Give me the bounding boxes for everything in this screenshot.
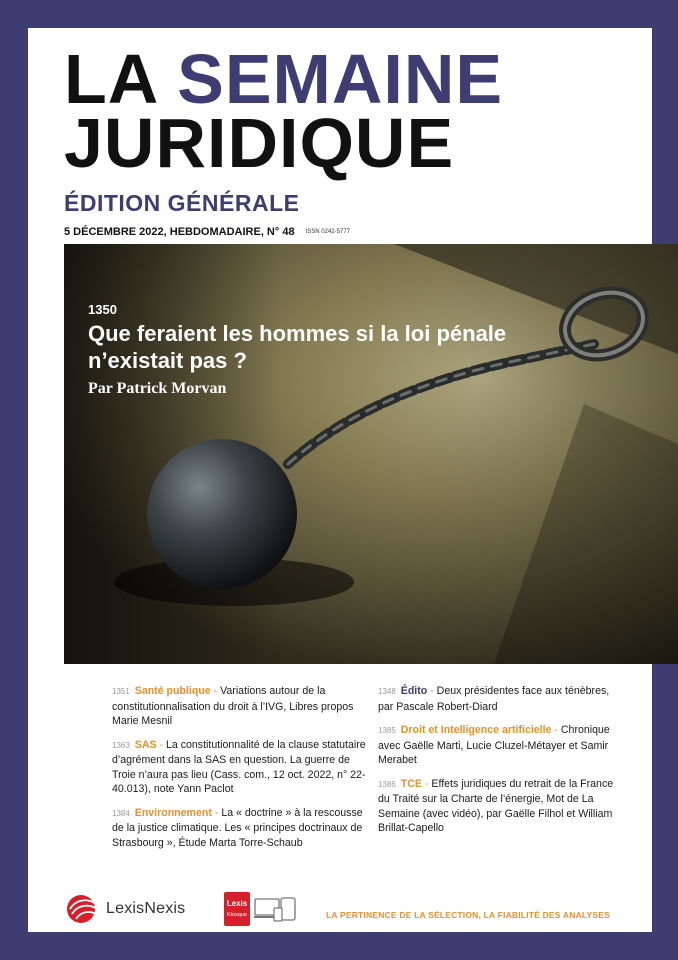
- toc-heading: Édito: [400, 685, 428, 697]
- toc-heading: Santé publique: [134, 685, 211, 697]
- lexisnexis-logo-icon: [66, 894, 100, 924]
- magazine-cover: [28, 28, 652, 932]
- lexisnexis-logo: [66, 894, 185, 924]
- toc-heading: Environnement: [134, 806, 212, 819]
- masthead: [64, 40, 654, 182]
- toc-number: 1384: [112, 808, 130, 818]
- dateline: [64, 226, 350, 238]
- lexis-kiosque-icon: [224, 892, 250, 926]
- toc-dash: -: [214, 806, 222, 819]
- toc-text: La « doctrine » à la rescousse de la justice climatique. Les « principes doctrinaux de Strasbourg », Étude Marta Torre-Schaub: [112, 806, 363, 849]
- toc-item: [112, 684, 374, 729]
- device-icons: [254, 896, 298, 924]
- toc-number: 1385: [378, 726, 396, 735]
- toc-number: 1363: [112, 740, 130, 750]
- toc-item: [112, 806, 374, 851]
- toc-item: [378, 777, 618, 836]
- toc-text: La constitutionnalité de la clause statutaire d’agrément dans la SAS en question. La guerre de Troie n’aura pas lieu (Cass. com., 12 oct. 2022, n° 22-40.013), note Yann Paclot: [112, 738, 366, 795]
- table-of-contents-right: [378, 684, 618, 845]
- toc-heading: SAS: [134, 738, 157, 751]
- toc-dash: -: [424, 777, 432, 790]
- lead-article-number: 1350: [88, 302, 117, 317]
- masthead-semaine: SEMAINE: [177, 40, 504, 118]
- toc-heading: Droit et Intelligence artificielle: [400, 724, 552, 736]
- cover-image: [64, 244, 678, 664]
- toc-text: Variations autour de la constitutionnalisation du droit à l’IVG, Libres propos Marie Mesnil: [112, 685, 354, 727]
- toc-text: Chronique avec Gaëlle Marti, Lucie Cluzel-Métayer et Samir Merabet: [378, 724, 610, 766]
- toc-number: 1386: [378, 779, 396, 789]
- table-of-contents-left: [112, 684, 374, 859]
- toc-dash: -: [159, 738, 166, 751]
- masthead-la: LA: [64, 40, 157, 118]
- toc-dash: -: [213, 685, 221, 697]
- masthead-juridique: JURIDIQUE: [64, 104, 455, 182]
- ball-and-chain-image: [64, 244, 678, 664]
- toc-number: 1351: [112, 687, 130, 696]
- issn: ISSN 0242-5777: [305, 229, 351, 236]
- lead-article-title: Que feraient les hommes si la loi pénale n’existait pas ?: [88, 321, 507, 373]
- brand-name: LexisNexis: [106, 900, 186, 917]
- issue-date: 5 DÉCEMBRE 2022, HEBDOMADAIRE, N° 48: [64, 226, 295, 238]
- toc-dash: -: [430, 685, 437, 697]
- toc-text: Deux présidentes face aux ténèbres, par Pascale Robert-Diard: [378, 685, 610, 713]
- tagline: LA PERTINENCE DE LA SÉLECTION, LA FIABILITÉ DES ANALYSES: [326, 910, 611, 920]
- kiosque-line-1: Lexis: [226, 899, 248, 908]
- toc-number: 1348: [378, 687, 396, 696]
- toc-heading: TCE: [400, 777, 422, 790]
- kiosque-line-2: Kiosque: [227, 912, 247, 918]
- edition-label: ÉDITION GÉNÉRALE: [64, 190, 300, 216]
- toc-item: [378, 723, 618, 768]
- toc-text: Effets juridiques du retrait de la France du Traité sur la Charte de l’énergie, Mot de La Semaine (avec vidéo), par Gaëlle Filhol et William Brillat-Capello: [378, 777, 614, 834]
- toc-dash: -: [554, 724, 561, 736]
- toc-item: [378, 684, 618, 714]
- toc-item: [112, 738, 374, 797]
- lead-article-author: Par Patrick Morvan: [88, 380, 227, 397]
